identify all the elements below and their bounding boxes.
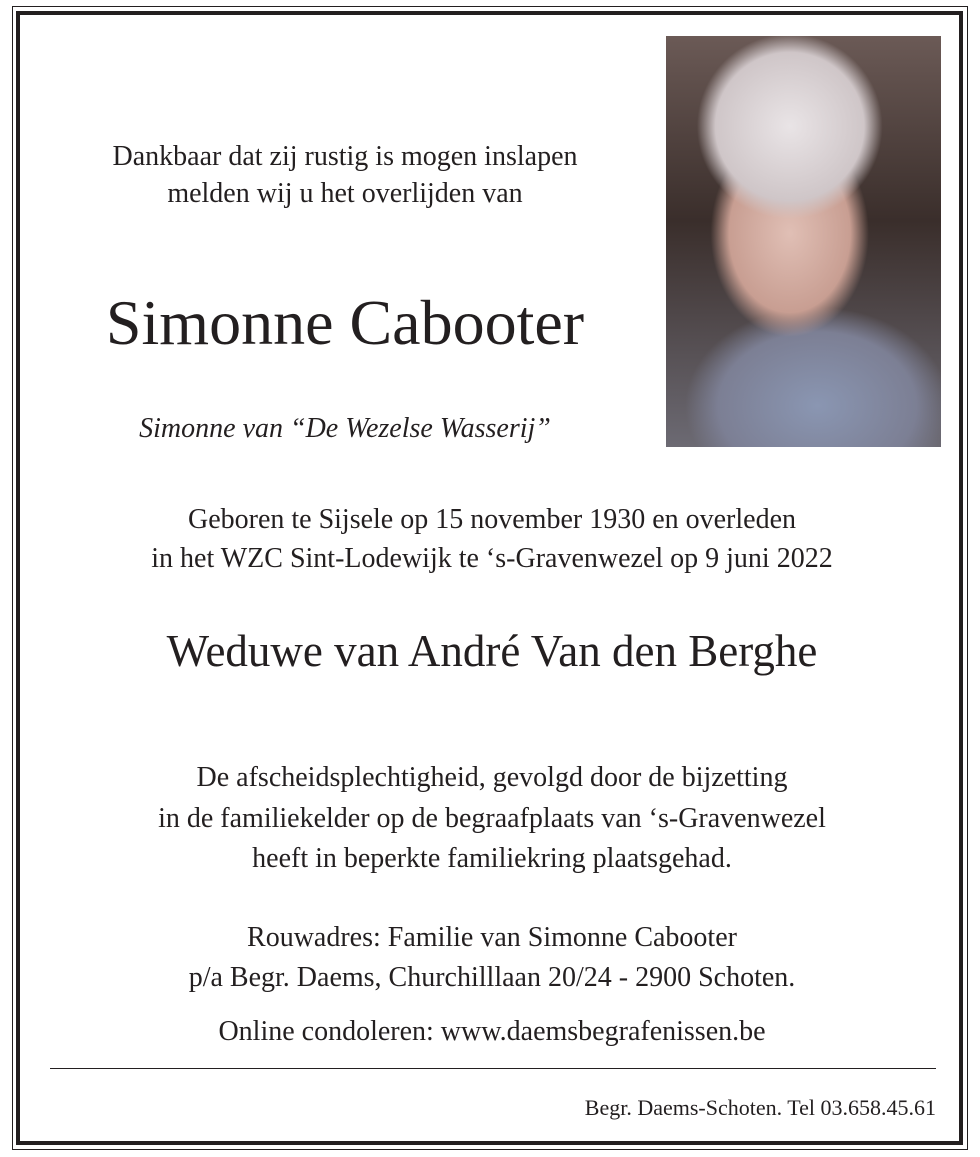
spouse: Weduwe van André Van den Berghe — [166, 626, 818, 676]
divider — [50, 1068, 936, 1069]
ceremony-text — [20, 758, 964, 880]
funeral-home-footer: Begr. Daems-Schoten. Tel 03.658.45.61 — [584, 1095, 936, 1120]
online-condolence: Online condoleren: www.daemsbegrafenissen.be — [218, 1016, 766, 1047]
birth-death-line: in het WZC Sint-Lodewijk te ‘s-Gravenwezel op 9 juni 2022 — [151, 543, 833, 574]
birth-death-text — [20, 500, 964, 578]
address-text — [20, 918, 964, 998]
intro-text — [40, 138, 650, 212]
intro-line: melden wij u het overlijden van — [167, 178, 523, 209]
address-line: Rouwadres: Familie van Simonne Cabooter — [247, 922, 737, 953]
deceased-name: Simonne Cabooter — [105, 287, 585, 358]
ceremony-line: De afscheidsplechtigheid, gevolgd door de bijzetting — [196, 762, 788, 793]
nickname: Simonne van “De Wezelse Wasserij” — [139, 413, 551, 444]
ceremony-line: in de familiekelder op de begraafplaats van ‘s-Gravenwezel — [158, 802, 826, 834]
ceremony-line: heeft in beperkte familiekring plaatsgehad. — [252, 843, 732, 874]
address-line: p/a Begr. Daems, Churchilllaan 20/24 - 2900 Schoten. — [188, 962, 796, 993]
portrait-photo — [666, 36, 941, 447]
intro-line: Dankbaar dat zij rustig is mogen inslapen — [112, 141, 578, 172]
birth-death-line: Geboren te Sijsele op 15 november 1930 en overleden — [187, 504, 797, 535]
